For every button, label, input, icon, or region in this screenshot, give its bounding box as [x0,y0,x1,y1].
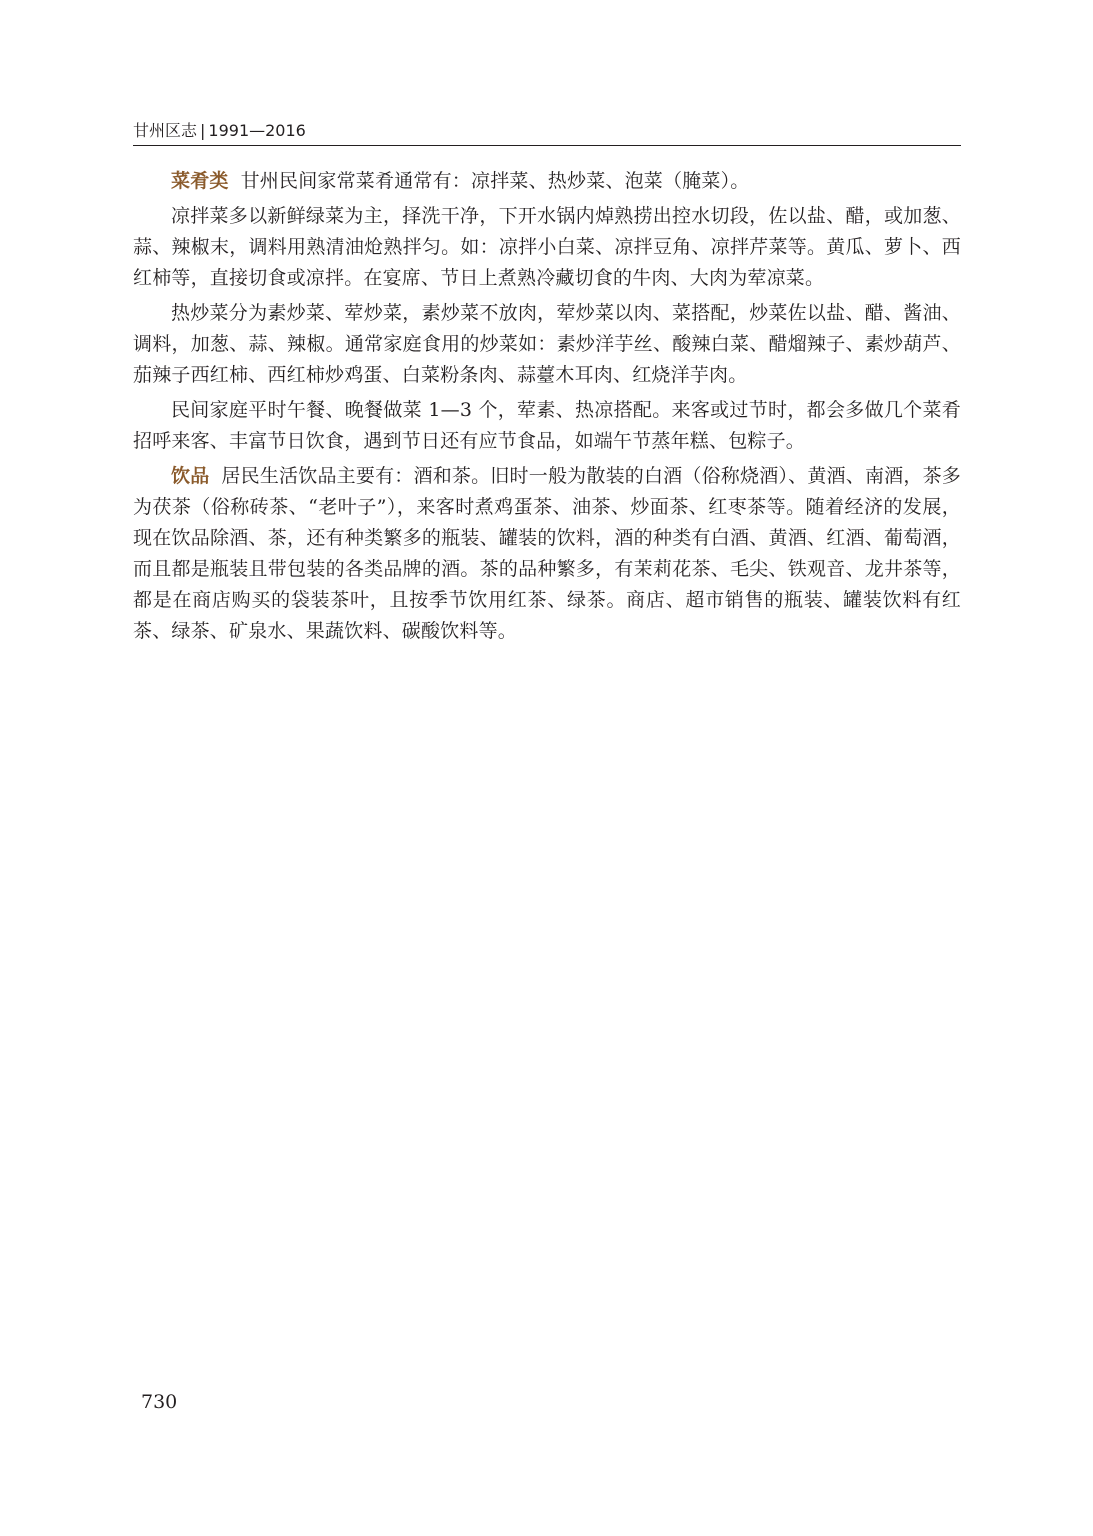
paragraph-daily-meals [133,395,961,457]
running-header [133,121,961,146]
header-years: 1991—2016 [208,121,306,140]
header-separator: | [200,121,206,140]
book-title: 甘州区志 [133,121,198,140]
paragraph-dishes [133,166,961,197]
section-term-dishes: 菜肴类 [171,170,229,192]
paragraph-drinks [133,461,961,647]
paragraph-text: 居民生活饮品主要有：酒和茶。旧时一般为散装的白酒（俗称烧酒）、黄酒、南酒，茶多为茯茶（俗称砖茶、“老叶子”），来客时煮鸡蛋茶、油茶、炒面茶、红枣茶等。随着经济的发展，现在饮品除酒、茶，还有种类繁多的瓶装、罐装的饮料，酒的种类有白酒、黄酒、红酒、葡萄酒，而且都是瓶装且带包装的各类品牌的酒。茶的品种繁多，有茉莉花茶、毛尖、铁观音、龙井茶等，都是在商店购买的袋装茶叶，且按季节饮用红茶、绿茶。商店、超市销售的瓶装、罐装饮料有红茶、绿茶、矿泉水、果蔬饮料、碳酸饮料等。 [133,465,961,642]
paragraph-text: 凉拌菜多以新鲜绿菜为主，择洗干净，下开水锅内焯熟捞出控水切段，佐以盐、醋，或加葱、蒜、辣椒末，调料用熟清油炝熟拌匀。如：凉拌小白菜、凉拌豆角、凉拌芹菜等。黄瓜、萝卜、西红柿等，直接切食或凉拌。在宴席、节日上煮熟冷藏切食的牛肉、大肉为荤凉菜。 [133,205,961,289]
paragraph-text: 民间家庭平时午餐、晚餐做菜 1—3 个，荤素、热凉搭配。来客或过节时，都会多做几个菜肴招呼来客、丰富节日饮食，遇到节日还有应节食品，如端午节蒸年糕、包粽子。 [133,399,961,452]
paragraph-cold-dishes [133,201,961,294]
body-text [133,166,961,651]
page-number: 730 [141,1391,178,1413]
section-term-drinks: 饮品 [171,465,210,487]
paragraph-stir-fry [133,298,961,391]
paragraph-text: 热炒菜分为素炒菜、荤炒菜，素炒菜不放肉，荤炒菜以肉、菜搭配，炒菜佐以盐、醋、酱油、调料，加葱、蒜、辣椒。通常家庭食用的炒菜如：素炒洋芋丝、酸辣白菜、醋熘辣子、素炒葫芦、茄辣子西红柿、西红柿炒鸡蛋、白菜粉条肉、蒜薹木耳肉、红烧洋芋肉。 [133,302,961,386]
paragraph-text: 甘州民间家常菜肴通常有：凉拌菜、热炒菜、泡菜（腌菜）。 [240,170,750,192]
